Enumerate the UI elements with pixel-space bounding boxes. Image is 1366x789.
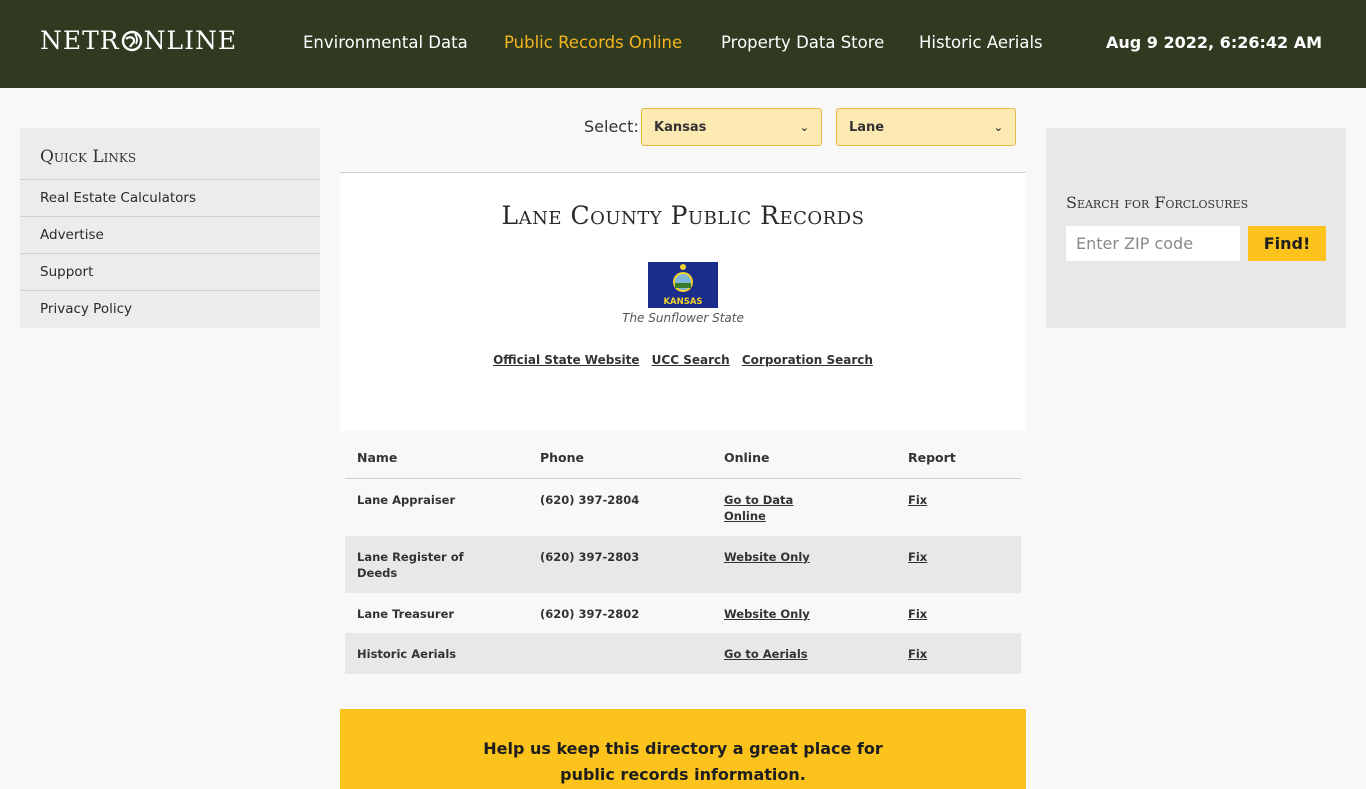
nav-public-records-online[interactable]: Public Records Online — [504, 33, 683, 52]
record-name: Historic Aerials — [357, 647, 457, 661]
netronline-logo[interactable] — [40, 26, 237, 55]
logo-text-start: NETR — [40, 26, 120, 55]
column-header-phone: Phone — [540, 449, 585, 465]
select-label: Select: — [584, 117, 639, 136]
current-datetime: Aug 9 2022, 6:26:42 AM — [1106, 33, 1323, 52]
nav-environmental-data[interactable]: Environmental Data — [303, 33, 468, 52]
county-select-value: Lane — [849, 119, 885, 135]
state-links — [340, 353, 1026, 367]
quick-links-panel — [20, 128, 320, 328]
page-title: Lane County Public Records — [501, 201, 865, 230]
state-select-value: Kansas — [654, 119, 707, 135]
state-nickname: The Sunflower State — [622, 311, 744, 325]
table-row — [345, 536, 1021, 593]
record-phone: (620) 397-2803 — [540, 550, 640, 564]
online-link[interactable]: Website Only — [724, 550, 810, 564]
fix-link[interactable]: Fix — [908, 607, 928, 621]
record-name: Lane Appraiser — [357, 493, 456, 507]
foreclosure-title: Search for Forclosures — [1066, 193, 1249, 212]
column-header-report: Report — [908, 449, 956, 465]
county-info-card — [340, 172, 1026, 431]
table-header-row — [345, 437, 1021, 479]
logo-text-end: NLINE — [143, 26, 238, 55]
nav-property-data-store[interactable]: Property Data Store — [721, 33, 885, 52]
help-text: Help us keep this directory a great place for public records information. — [483, 739, 883, 784]
corporation-search-link[interactable]: Corporation Search — [741, 353, 873, 367]
chevron-down-icon: ⌄ — [799, 120, 809, 134]
quick-link-advertise[interactable]: Advertise — [20, 217, 320, 254]
fix-link[interactable]: Fix — [908, 493, 928, 507]
online-link[interactable]: Go to Data Online — [724, 493, 794, 523]
globe-icon — [121, 30, 143, 52]
fix-link[interactable]: Fix — [908, 550, 928, 564]
nav-historic-aerials[interactable]: Historic Aerials — [919, 33, 1043, 52]
kansas-flag-image — [648, 262, 718, 308]
official-state-website-link[interactable]: Official State Website — [493, 353, 640, 367]
column-header-name: Name — [357, 449, 398, 465]
column-header-online: Online — [724, 449, 770, 465]
record-phone: (620) 397-2802 — [540, 607, 640, 621]
foreclosure-search-panel — [1046, 128, 1346, 328]
quick-link-privacy-policy[interactable]: Privacy Policy — [40, 301, 133, 317]
records-table — [345, 437, 1021, 674]
quick-link-real-estate-calculators[interactable]: Real Estate Calculators — [20, 180, 320, 217]
record-phone — [528, 646, 712, 674]
fix-link[interactable]: Fix — [908, 647, 928, 661]
online-link[interactable]: Website Only — [724, 607, 810, 621]
help-banner — [340, 709, 1026, 789]
quick-links-title: Quick Links — [20, 128, 320, 180]
record-phone: (620) 397-2804 — [540, 493, 640, 507]
flag-text: KANSAS — [663, 297, 703, 307]
quick-link-support[interactable]: Support — [20, 254, 320, 291]
county-select[interactable] — [836, 108, 1016, 146]
record-name: Lane Register of Deeds — [357, 550, 464, 580]
state-select[interactable] — [641, 108, 822, 146]
zip-code-input[interactable]: Enter ZIP code — [1066, 226, 1240, 261]
table-row — [345, 479, 1021, 536]
table-row — [345, 633, 1021, 674]
ucc-search-link[interactable]: UCC Search — [651, 353, 730, 367]
top-navigation-bar — [0, 0, 1366, 88]
online-link[interactable]: Go to Aerials — [724, 647, 808, 661]
find-button[interactable]: Find! — [1248, 226, 1326, 261]
chevron-down-icon: ⌄ — [993, 120, 1003, 134]
record-name: Lane Treasurer — [357, 607, 455, 621]
table-row — [345, 593, 1021, 633]
